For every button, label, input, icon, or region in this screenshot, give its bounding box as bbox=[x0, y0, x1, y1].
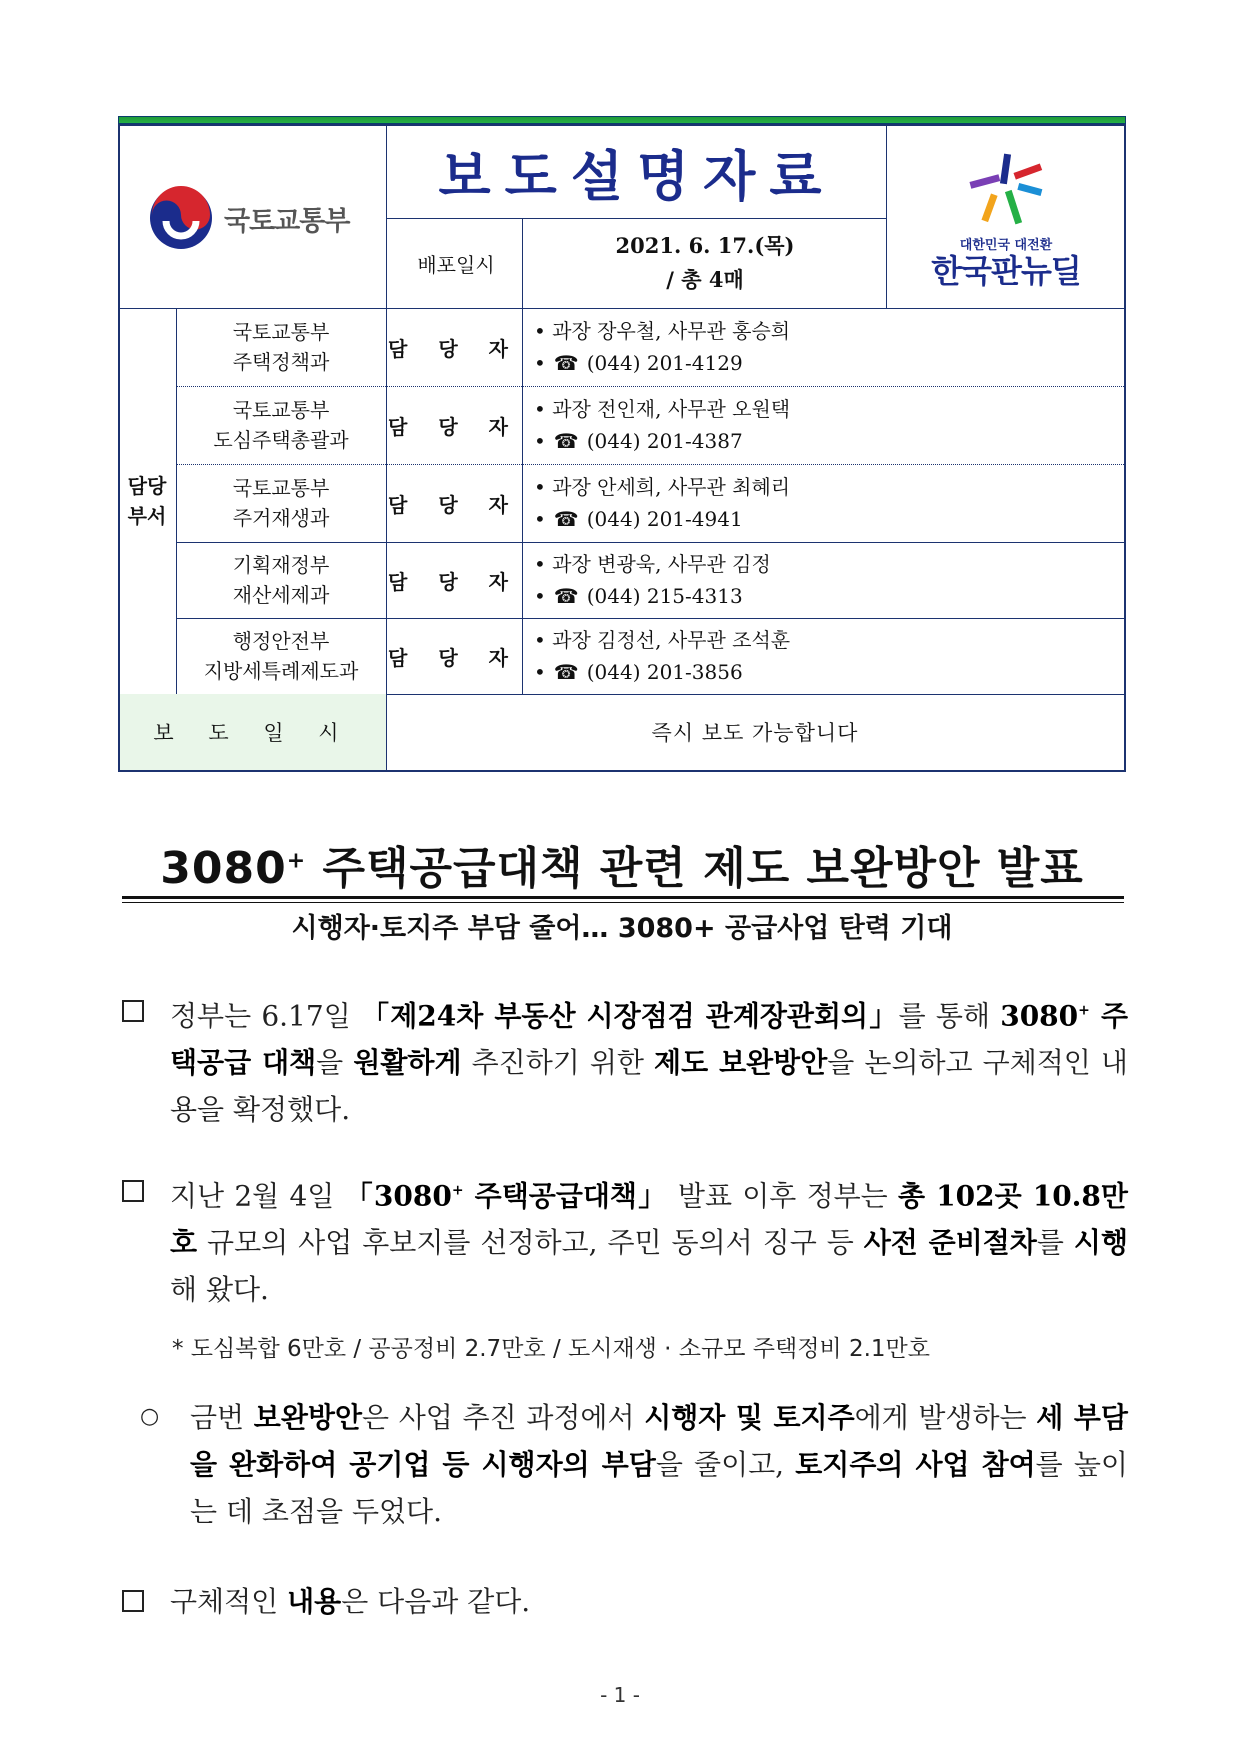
contact-person: • 과장 변광욱, 사무관 김정 bbox=[534, 552, 771, 576]
korean-new-deal-logo bbox=[888, 140, 1124, 300]
department-label: 담당 부서 bbox=[127, 474, 167, 528]
department-name: 행정안전부 지방세특례제도과 bbox=[203, 629, 359, 683]
paragraph-1: 정부는 6.17일 「제24차 부동산 시장점검 관계장관회의」를 통해 3080+ 주택공급 대책을 원활하게 추진하기 위한 제도 보완방안을 논의하고 구체적인 내용을 확정했다. bbox=[170, 999, 1128, 1127]
headline-rule bbox=[122, 896, 1124, 903]
contact-phone: (044) 201-4129 bbox=[586, 351, 743, 375]
phone-icon: ☎ bbox=[553, 351, 579, 375]
new-deal-subtitle: 대한민국 대전환 bbox=[959, 237, 1053, 253]
checkbox-bullet-icon bbox=[122, 1000, 144, 1022]
contact-info: • 과장 안세희, 사무관 최혜리 • ☎ (044) 201-4941 bbox=[522, 464, 1124, 542]
phone-icon: ☎ bbox=[553, 584, 579, 608]
contact-person: • 과장 김정선, 사무관 조석훈 bbox=[534, 628, 791, 652]
circle-bullet-icon: ○ bbox=[140, 1404, 160, 1429]
release-page-count: / 총 4매 bbox=[666, 267, 744, 292]
release-date-label: 배포일시 bbox=[417, 252, 495, 277]
contact-phone: (044) 201-4387 bbox=[586, 429, 743, 453]
department-name: 국토교통부 주택정책과 bbox=[232, 320, 330, 374]
contact-info: • 과장 장우철, 사무관 홍승희 • ☎ (044) 201-4129 bbox=[522, 308, 1124, 386]
role-label: 담 당 자 bbox=[388, 569, 520, 594]
contact-person: • 과장 전인재, 사무관 오원택 bbox=[534, 397, 791, 421]
department-name: 국토교통부 도심주택총괄과 bbox=[213, 398, 349, 452]
release-date-value bbox=[524, 218, 886, 308]
footnote: * 도심복합 6만호 / 공공정비 2.7만호 / 도시재생 · 소규모 주택정비 2.1만호 bbox=[172, 1336, 930, 1362]
role-label: 담 당 자 bbox=[388, 645, 520, 670]
phone-icon: ☎ bbox=[553, 660, 579, 684]
new-deal-star-icon bbox=[966, 152, 1046, 228]
press-header-table bbox=[118, 116, 1126, 772]
contact-info: • 과장 전인재, 사무관 오원택 • ☎ (044) 201-4387 bbox=[522, 386, 1124, 464]
header-green-bar bbox=[118, 116, 1126, 124]
checkbox-bullet-icon bbox=[122, 1180, 144, 1202]
contact-person: • 과장 안세희, 사무관 최혜리 bbox=[534, 475, 791, 499]
role-label: 담 당 자 bbox=[388, 414, 520, 439]
department-name: 국토교통부 주거재생과 bbox=[232, 476, 330, 530]
phone-icon: ☎ bbox=[553, 429, 579, 453]
document-type-title: 보도설명자료 bbox=[438, 144, 836, 208]
contact-info: • 과장 변광욱, 사무관 김정 • ☎ (044) 215-4313 bbox=[522, 542, 1124, 618]
briefing-time-value: 즉시 보도 가능합니다 bbox=[651, 721, 859, 745]
new-deal-title: 한국판뉴딜 bbox=[931, 251, 1081, 290]
checkbox-bullet-icon bbox=[122, 1590, 144, 1612]
paragraph-4: 구체적인 내용은 다음과 같다. bbox=[170, 1585, 531, 1618]
ministry-name: 국토교통부 bbox=[224, 205, 350, 237]
briefing-time-label: 보 도 일 시 bbox=[120, 694, 386, 770]
paragraph-3: 금번 보완방안은 사업 추진 과정에서 시행자 및 토지주에게 발생하는 세 부담을 완화하여 공기업 등 시행자의 부담을 줄이고, 토지주의 사업 참여를 높이는 데 초점을 두었다. bbox=[190, 1401, 1128, 1528]
headline: 3080+ 주택공급대책 관련 제도 보완방안 발표 bbox=[160, 843, 1084, 894]
release-date: 2021. 6. 17.(목) bbox=[615, 233, 795, 258]
role-label: 담 당 자 bbox=[388, 336, 520, 361]
contact-info: • 과장 김정선, 사무관 조석훈 • ☎ (044) 201-3856 bbox=[522, 618, 1124, 694]
role-label: 담 당 자 bbox=[388, 492, 520, 517]
contact-person: • 과장 장우철, 사무관 홍승희 bbox=[534, 319, 791, 343]
page-number: - 1 - bbox=[600, 1683, 640, 1707]
contact-phone: (044) 201-4941 bbox=[586, 507, 743, 531]
department-name: 기획재정부 재산세제과 bbox=[232, 553, 330, 607]
subheadline: 시행자·토지주 부담 줄어… 3080+ 공급사업 탄력 기대 bbox=[291, 913, 953, 944]
paragraph-2: 지난 2월 4일 「3080+ 주택공급대책」 발표 이후 정부는 총 102곳 10.8만호 규모의 사업 후보지를 선정하고, 주민 동의서 징구 등 사전 준비절차를 시행해 왔다. bbox=[170, 1179, 1129, 1307]
contact-phone: (044) 215-4313 bbox=[586, 584, 743, 608]
contact-phone: (044) 201-3856 bbox=[586, 660, 743, 684]
taegeuk-emblem-icon bbox=[148, 185, 214, 251]
phone-icon: ☎ bbox=[553, 507, 579, 531]
ministry-logo bbox=[148, 184, 388, 252]
